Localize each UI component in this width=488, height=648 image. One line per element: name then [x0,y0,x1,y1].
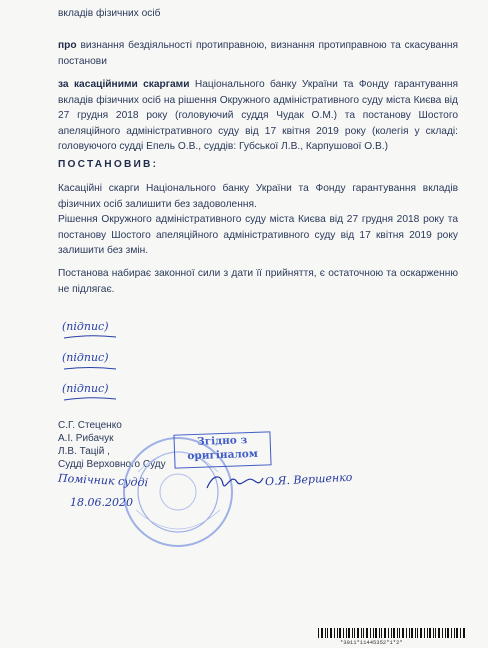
paragraph-parties-end [58,6,458,22]
barcode-text: *3011*11445352*1*2* [340,639,403,646]
judge-name-2: А.І. Рибачук [58,433,114,444]
paragraph-decision-3: Постанова набирає законної сили з дати її прийняття, є остаточною та оскарженню не підлягає. [58,268,458,295]
bold-lead: за касаційними скаргами [58,79,190,90]
resolution-heading: ПОСТАНОВИВ: [58,159,159,170]
certifier-name: О.Я. Вершенко [264,470,353,489]
paragraph-subject [58,38,458,69]
certified-copy-stamp [173,431,271,468]
barcode-icon [318,628,468,638]
paragraph-decision-2: Рішення Окружного адміністративного суду міста Києва від 27 грудня 2018 року та постанову Шостого апеляційного адміністративного суду від 17 квітня 2019 року залишити без змін. [58,214,458,256]
text-line: вкладів фізичних осіб [58,8,161,19]
underline-stroke [62,395,118,403]
judge-name-1: С.Г. Стеценко [58,420,122,431]
signature-placeholder-1: (підпис) [62,320,109,333]
certifier-title: Помічник судді [57,471,149,490]
judge-name-3: Л.В. Тацій , [58,446,110,457]
underline-stroke [62,364,118,372]
paragraph-appeals [58,77,458,155]
underline-stroke [62,333,118,341]
signature-placeholder-3: (підпис) [62,382,109,395]
stamp-line-1: Згідно з [196,434,248,448]
handwritten-signature-icon [203,470,265,494]
bold-lead: про [58,40,77,51]
certification-date: 18.06.2020 [70,496,133,509]
paragraph-text: Національного банку України та Фонду гарантування вкладів фізичних осіб на рішення Окружного адміністративного суду міста Києва від 27 грудня 2018 року (головуючий суддя Чудак О.М.) та постанову Шостого апеляційного адміністративного суду від 17 квітня 2019 року (колегія у складі: головуючого судді Епель О.В., суддів: Губської Л.В., Карпушової О.В.) [58,79,458,152]
stamp-line-2: оригіналом [187,447,259,463]
paragraph-decision-1: Касаційні скарги Національного банку України та Фонду гарантування вкладів фізичних осіб залишити без задоволення. [58,183,458,210]
paragraph-text: визнання бездіяльності протиправною, визнання протиправною та скасування постанови [58,40,458,67]
judges-caption: Судді Верховного Суду [58,459,166,470]
signature-placeholder-2: (підпис) [62,351,109,364]
